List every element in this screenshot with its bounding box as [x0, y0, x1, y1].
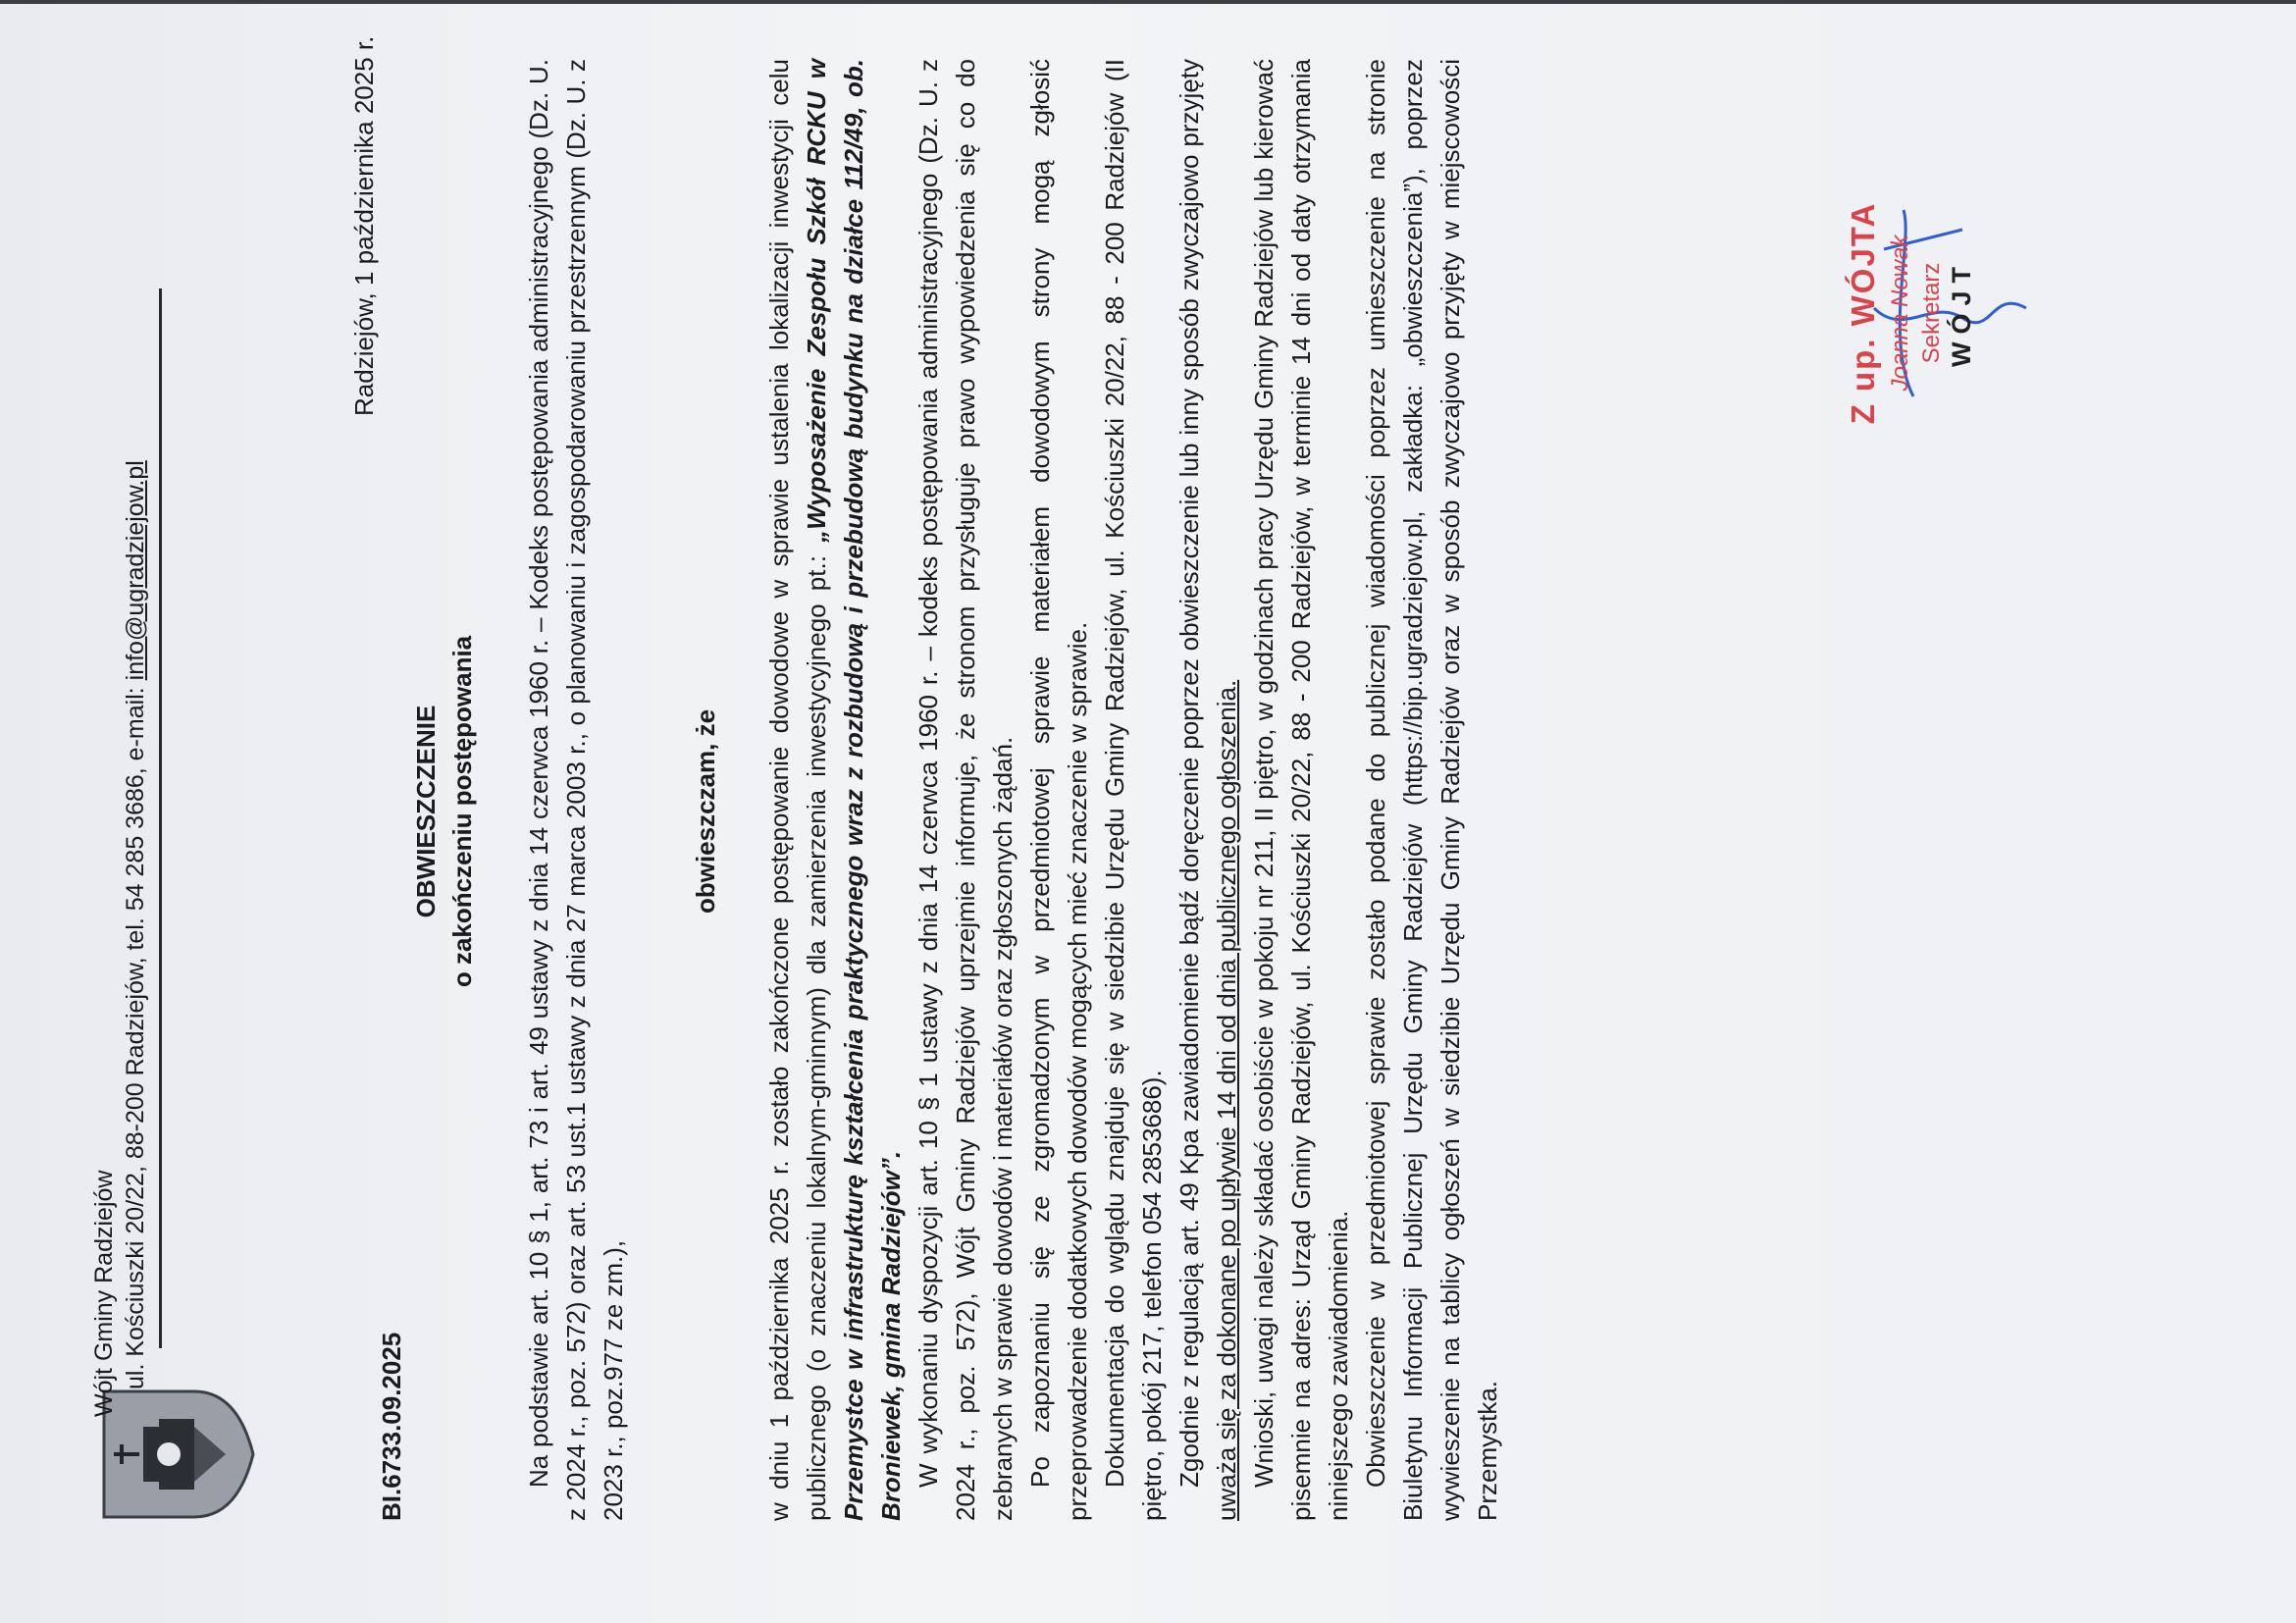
paragraph-rights: W wykonaniu dyspozycji art. 10 § 1 ustawy z dnia 14 czerwca 1960 r. – kodeks postępowania administracyjnego (Dz. U. z 2024 r., poz. 572), Wójt Gminy Radziejów uprzejmie informuje, że stronom przysługuje prawo wypowiedzenia się co do zebranych w sprawie dowodów i materiałów oraz zgłoszonych żądań. — [913, 59, 1018, 1521]
paragraph-publication: Obwieszczenie w przedmiotowej sprawie zostało podane do publicznej wiadomości poprzez umieszczenie na stronie Biuletynu Informacji Publicznej Urzędu Gminy Radziejów (https://bip.ugradziejow.pl, zakładka: „obwieszczenia”), poprzez wywieszenie na tablicy ogłoszeń w siedzibie Urzędu Gminy Radziejów oraz w sposób zwyczajowo przyjęty w miejscowości Przemystka. — [1361, 59, 1502, 1521]
paragraph-delivery — [1171, 59, 1245, 1521]
investment-name: „Wyposażenie Zespołu Szkół RCKU w Przemystce w infrastrukturę kształcenia praktycznego wraz z rozbudową i przebudową budynku na działce 112/49, ob. Broniewek, gmina Radziejów”. — [802, 59, 906, 1521]
coat-of-arms-icon — [100, 1387, 257, 1521]
legal-basis-paragraph: Na podstawie art. 10 § 1, art. 73 i art. 49 ustawy z dnia 14 czerwca 1960 r. – Kodeks postępowania administracyjnego (Dz. U. z 2024 r., poz. 572) oraz art. 53 ust.1 ustawy z dnia 27 marca 2003 r., o planowaniu i zagospodarowaniu przestrzennym (Dz. U. z 2023 r., poz.977 ze zm.), — [524, 59, 628, 1521]
stamp-signatory-role: Sekretarz — [1918, 262, 1945, 364]
office-name: Wójt Gminy Radziejów — [90, 1170, 118, 1417]
announcement-body — [760, 59, 1506, 1521]
paragraph-evidence: Po zapoznaniu się ze zgromadzonym w przedmiotowej sprawie materiałem dowodowym strony mogą zgłosić przeprowadzenie dodatkowych dowodów mogących mieć znaczenie w sprawie. — [1025, 59, 1092, 1521]
document-date: Radziejów, 1 października 2025 r. — [349, 35, 379, 416]
paragraph-investment — [760, 59, 910, 1521]
stamp-office: WÓJT — [1947, 259, 1976, 367]
document-subtitle: o zakończeniu postępowania — [447, 635, 477, 988]
office-address-text: ul. Kościuszki 20/22, 88-200 Radziejów, tel. 54 285 3686, e-mail: — [122, 680, 149, 1389]
stamp-signatory-name: Joanna Nowak — [1887, 235, 1913, 392]
paragraph-submissions: Wnioski, uwagi należy składać osobiście w pokoju nr 211, II piętro, w godzinach pracy Urzędu Gminy Radziejów lub kierować pisemnie na adres: Urząd Gminy Radziejów, ul. Kościuszki 20/22, 88 - 200 Radziejów, w terminie 14 dni od daty otrzymania niniejszego zawiadomienia. — [1249, 59, 1353, 1521]
announcement-heading: obwieszczam, że — [691, 708, 720, 915]
office-address — [120, 114, 151, 1389]
paragraph-delivery-underlined: uważa się za dokonane po upływie 14 dni od dnia publicznego ogłoszenia. — [1212, 679, 1241, 1521]
document-title: OBWIESZCZENIE — [411, 705, 441, 918]
paragraph-investment-text: w dniu 1 października 2025 r. zostało zakończone postępowanie dowodowe w sprawie ustalenia lokalizacji inwestycji celu publicznego (o znaczeniu lokalnym-gminnym) dla zamierzenia inwestycyjnego pt.: — [764, 59, 831, 1521]
paragraph-documentation: Dokumentacja do wglądu znajduje się w siedzibie Urzędu Gminy Radziejów, ul. Kościuszki 20/22, 88 - 200 Radziejów (II piętro, pokój 217, telefon 054 2853686). — [1100, 59, 1167, 1521]
header-rule — [159, 288, 162, 1348]
office-email-link[interactable]: info@ugradziejow.pl — [122, 460, 149, 681]
stamp-authorization: Z up. WÓJTA — [1845, 201, 1881, 425]
paragraph-delivery-text: Zgodnie z regulacją art. 49 Kpa zawiadomienie bądź doręczenie poprzez obwieszczenie lub inny sposób zwyczajowo przyjęty — [1174, 59, 1204, 1488]
reference-number: BI.6733.09.2025 — [377, 1332, 406, 1521]
